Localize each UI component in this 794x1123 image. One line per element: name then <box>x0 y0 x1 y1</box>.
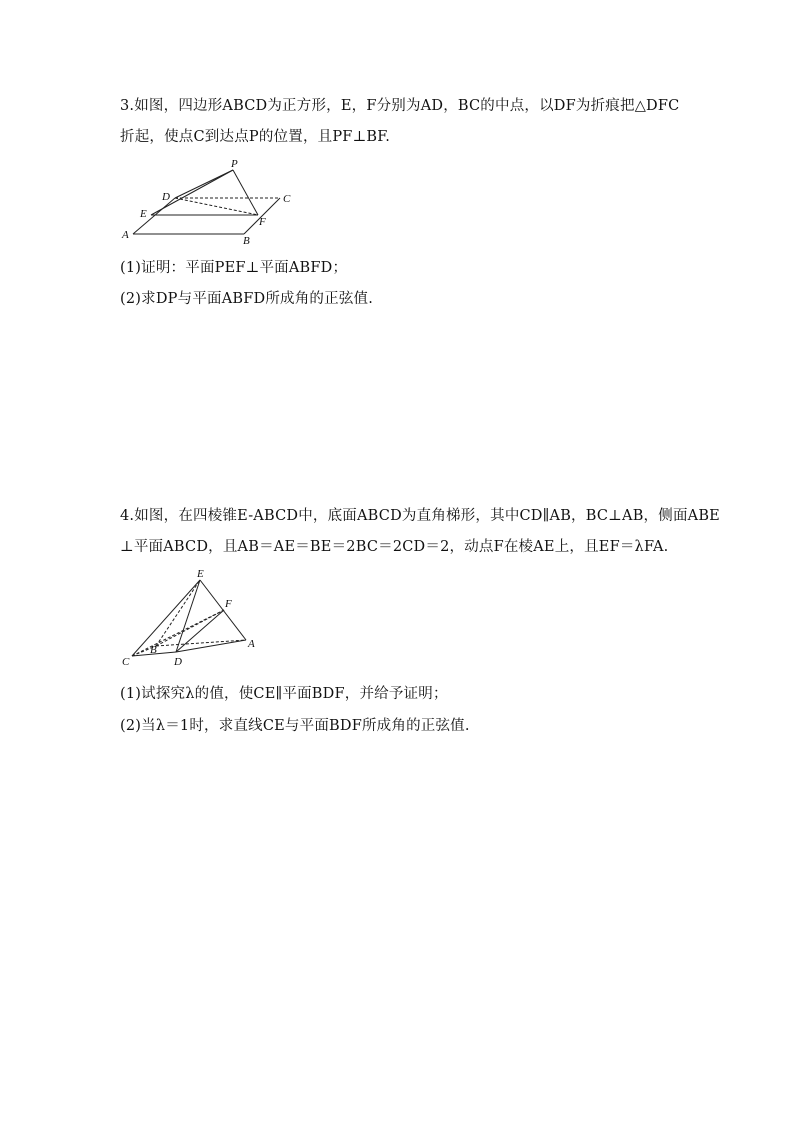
problem4-statement-line2: ⊥平面ABCD，且AB＝AE＝BE＝2BC＝2CD＝2，动点F在棱AE上，且EF＝λFA. <box>120 539 669 555</box>
label-E: E <box>140 208 147 220</box>
label-F: F <box>225 598 232 610</box>
label-C: C <box>283 193 291 205</box>
problem4-question2: (2)当λ＝1时，求直线CE与平面BDF所成角的正弦值. <box>120 718 470 734</box>
problem3-question1: (1)证明：平面PEF⊥平面ABFD； <box>120 260 348 276</box>
label-P: P <box>231 158 238 170</box>
label-A: A <box>248 638 255 650</box>
label-B: B <box>243 235 250 246</box>
problem4-statement-line1: 4.如图，在四棱锥E-ABCD中，底面ABCD为直角梯形，其中CD∥AB，BC⊥AB，侧面ABE <box>120 508 720 524</box>
problem3-statement-line2: 折起，使点C到达点P的位置，且PF⊥BF. <box>120 129 391 145</box>
label-D: D <box>174 656 182 668</box>
label-A: A <box>122 229 129 241</box>
label-D: D <box>162 191 170 203</box>
problem3-question2: (2)求DP与平面ABFD所成角的正弦值. <box>120 291 374 307</box>
label-E: E <box>197 568 204 580</box>
problem3-statement-line1: 3.如图，四边形ABCD为正方形，E，F分别为AD，BC的中点，以DF为折痕把△DFC <box>120 98 680 114</box>
problem4-figure <box>118 566 268 670</box>
problem4-question1: (1)试探究λ的值，使CE∥平面BDF，并给予证明； <box>120 686 448 702</box>
problem3-figure <box>118 158 308 246</box>
label-B: B <box>150 644 157 656</box>
label-F: F <box>259 216 266 228</box>
label-C: C <box>122 656 130 668</box>
